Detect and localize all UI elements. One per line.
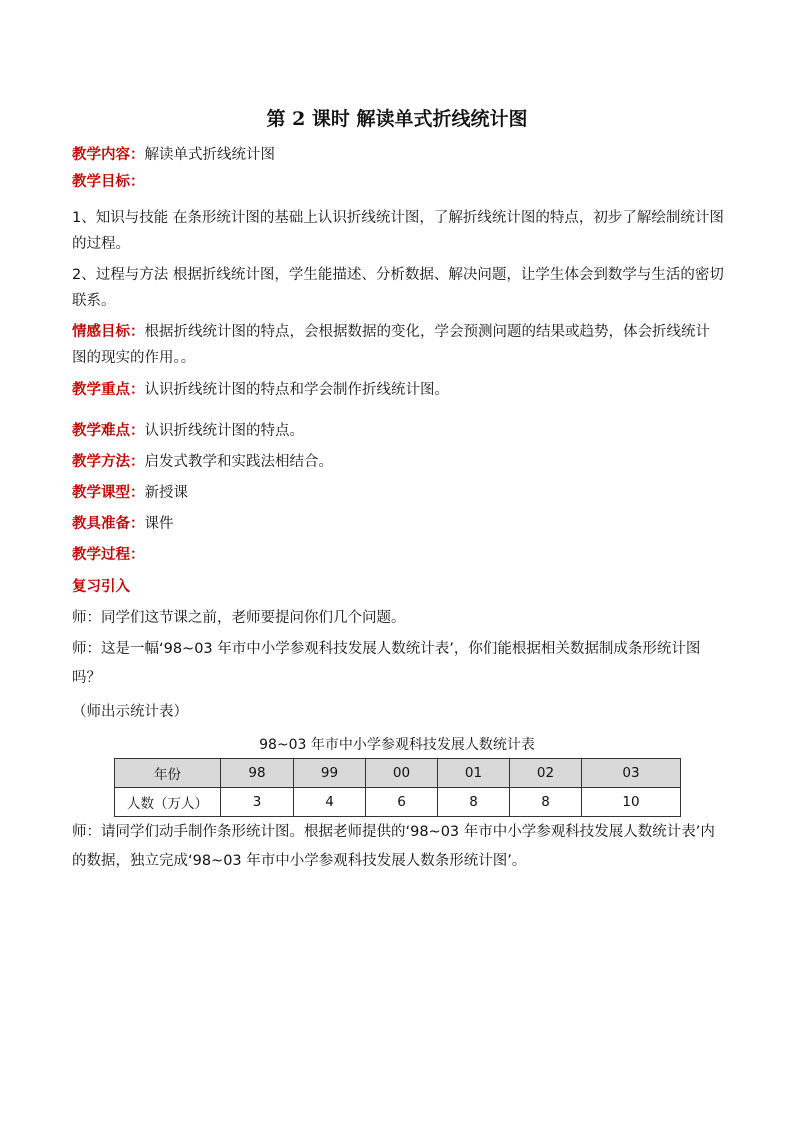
table-value-cell: 4 bbox=[294, 788, 366, 817]
content-line bbox=[72, 145, 732, 165]
table-year-cell: 01 bbox=[438, 759, 510, 788]
table-data-row bbox=[115, 788, 681, 817]
table-row-label: 人数（万人） bbox=[115, 788, 221, 817]
table-value-cell: 8 bbox=[510, 788, 582, 817]
teacher-line-1: 师：同学们这节课之前，老师要提问你们几个问题。 bbox=[72, 610, 406, 626]
type-line bbox=[72, 483, 732, 503]
statistics-table bbox=[114, 758, 681, 817]
method-line bbox=[72, 452, 732, 472]
page-title: 第 2 课时 解读单式折线统计图 bbox=[266, 108, 528, 130]
process-line bbox=[72, 545, 732, 565]
emotion-label: 情感目标： bbox=[72, 324, 145, 340]
table-header-label: 年份 bbox=[115, 759, 221, 788]
goals-label: 教学目标： bbox=[72, 174, 145, 190]
content-label: 教学内容： bbox=[72, 147, 145, 163]
table-year-cell: 02 bbox=[510, 759, 582, 788]
goal-1-paragraph: 1、知识与技能 在条形统计图的基础上认识折线统计图，了解折线统计图的特点，初步了解绘制统计图的过程。 bbox=[72, 210, 724, 252]
type-label: 教学课型： bbox=[72, 485, 145, 501]
teacher-line-4: 师：请同学们动手制作条形统计图。根据老师提供的‘98~03 年市中小学参观科技发展人数统计表’内的数据，独立完成‘98~03 年市中小学参观科技发展人数条形统计图’。 bbox=[72, 824, 715, 869]
key-line bbox=[72, 380, 732, 400]
review-heading: 复习引入 bbox=[72, 579, 130, 595]
tools-label: 教具准备： bbox=[72, 516, 145, 532]
goal-2-paragraph: 2、过程与方法 根据折线统计图，学生能描述、分析数据、解决问题，让学生体会到数学与生活的密切联系。 bbox=[72, 267, 724, 309]
tools-text: 课件 bbox=[144, 516, 174, 532]
table-year-cell: 00 bbox=[366, 759, 438, 788]
difficulty-label: 教学难点： bbox=[72, 423, 145, 439]
table-value-cell: 6 bbox=[366, 788, 438, 817]
method-label: 教学方法： bbox=[72, 454, 145, 470]
teacher-line-3: （师出示统计表） bbox=[72, 704, 188, 720]
teacher-line-2: 师：这是一幅‘98~03 年市中小学参观科技发展人数统计表’，你们能根据相关数据制成条形统计图吗？ bbox=[72, 641, 701, 686]
table-year-cell: 99 bbox=[294, 759, 366, 788]
table-year-cell: 98 bbox=[221, 759, 294, 788]
goals-line bbox=[72, 172, 732, 192]
emotion-text: 根据折线统计图的特点，会根据数据的变化，学会预测问题的结果或趋势，体会折线统计图的现实的作用。。 bbox=[72, 324, 710, 366]
table-year-cell: 03 bbox=[582, 759, 681, 788]
type-text: 新授课 bbox=[144, 485, 188, 501]
method-text: 启发式教学和实践法相结合。 bbox=[144, 454, 333, 470]
tools-line bbox=[72, 514, 732, 534]
difficulty-line bbox=[72, 421, 732, 441]
key-label: 教学重点： bbox=[72, 382, 145, 398]
process-label: 教学过程： bbox=[72, 547, 145, 563]
emotion-paragraph bbox=[72, 319, 724, 371]
table-value-cell: 8 bbox=[438, 788, 510, 817]
table-value-cell: 3 bbox=[221, 788, 294, 817]
key-text: 认识折线统计图的特点和学会制作折线统计图。 bbox=[144, 382, 449, 398]
table-value-cell: 10 bbox=[582, 788, 681, 817]
review-line bbox=[72, 577, 732, 597]
table-header-row bbox=[115, 759, 681, 788]
difficulty-text: 认识折线统计图的特点。 bbox=[144, 423, 304, 439]
content-text: 解读单式折线统计图 bbox=[144, 147, 275, 163]
table-caption: 98~03 年市中小学参观科技发展人数统计表 bbox=[259, 737, 535, 753]
